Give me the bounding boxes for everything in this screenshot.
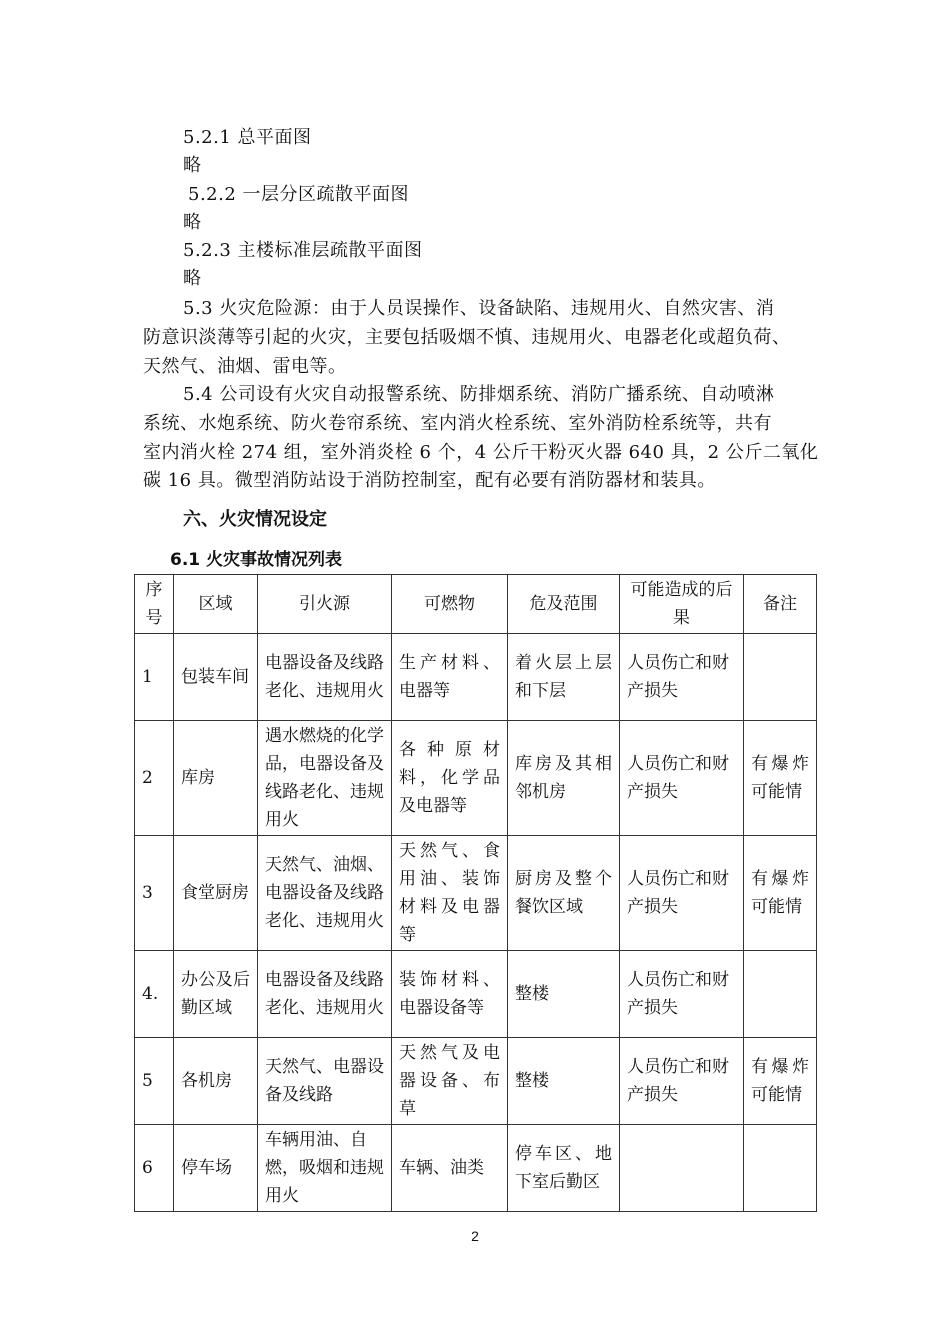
section-5-2-3-body: 略	[183, 268, 202, 289]
table-cell: 包装车间	[174, 634, 258, 721]
section-5-3-line: 5.3 火灾危险源：由于人员误操作、设备缺陷、违规用火、自然灾害、消	[183, 298, 775, 319]
table-cell: 电器设备及线路老化、违规用火	[258, 634, 392, 721]
section-5-2-3-title: 5.2.3 主楼标准层疏散平面图	[183, 240, 423, 261]
table-cell: 遇水燃烧的化学品，电器设备及线路老化、违规用火	[258, 721, 392, 836]
fire-incident-table	[134, 574, 817, 1212]
table-cell: 厨房及整个餐饮区域	[508, 836, 620, 951]
table-cell: 库房	[174, 721, 258, 836]
header-cell: 序号	[135, 575, 174, 634]
header-cell: 可能造成的后果	[620, 575, 744, 634]
table-cell: 1	[135, 634, 174, 721]
section-5-4-line: 室内消火栓 274 组，室外消炎栓 6 个，4 公斤干粉灭火器 640 具，2 公斤二氧化	[143, 442, 819, 463]
section-5-3-line: 天然气、油烟、雷电等。	[143, 356, 347, 377]
table-cell: 天然气及电器设备、布草	[392, 1038, 508, 1125]
table-cell: 5	[135, 1038, 174, 1125]
table-row	[135, 836, 817, 951]
table-cell: 食堂厨房	[174, 836, 258, 951]
section-5-2-2-title: 5.2.2 一层分区疏散平面图	[188, 184, 410, 205]
table-cell: 停车区、地下室后勤区	[508, 1125, 620, 1212]
section-5-4-line: 系统、水炮系统、防火卷帘系统、室内消火栓系统、室外消防栓系统等，共有	[143, 413, 772, 434]
table-row	[135, 634, 817, 721]
table-cell: 库房及其相邻机房	[508, 721, 620, 836]
section-5-2-2-body: 略	[183, 212, 202, 233]
table-cell: 整楼	[508, 951, 620, 1038]
section-6-heading: 六、火灾情况设定	[183, 509, 327, 530]
table-row	[135, 721, 817, 836]
table-cell: 电器设备及线路老化、违规用火	[258, 951, 392, 1038]
table-cell: 车辆、油类	[392, 1125, 508, 1212]
table-cell: 着火层上层和下层	[508, 634, 620, 721]
table-cell: 各种原材料，化学品及电器等	[392, 721, 508, 836]
table-cell	[744, 1125, 817, 1212]
table-cell: 办公及后勤区域	[174, 951, 258, 1038]
table-row	[135, 1038, 817, 1125]
table-cell: 天然气、油烟、电器设备及线路老化、违规用火	[258, 836, 392, 951]
table-cell: 车辆用油、自燃，吸烟和违规用火	[258, 1125, 392, 1212]
header-cell: 区域	[174, 575, 258, 634]
table-header-row	[135, 575, 817, 634]
table-row	[135, 1125, 817, 1212]
table-cell	[744, 634, 817, 721]
section-6-1-heading: 6.1 火灾事故情况列表	[170, 550, 343, 570]
table-cell: 有爆炸可能情	[744, 721, 817, 836]
table-cell: 6	[135, 1125, 174, 1212]
table-cell: 装饰材料、电器设备等	[392, 951, 508, 1038]
section-5-2-1-body: 略	[183, 155, 202, 176]
header-cell: 危及范围	[508, 575, 620, 634]
table-cell: 人员伤亡和财产损失	[620, 1038, 744, 1125]
table-row	[135, 951, 817, 1038]
header-cell: 可燃物	[392, 575, 508, 634]
table-cell: 2	[135, 721, 174, 836]
table-cell: 各机房	[174, 1038, 258, 1125]
table-cell: 生产材料、电器等	[392, 634, 508, 721]
table-cell: 停车场	[174, 1125, 258, 1212]
section-5-3-line: 防意识淡薄等引起的火灾，主要包括吸烟不慎、违规用火、电器老化或超负荷、	[143, 327, 791, 348]
table-cell: 人员伤亡和财产损失	[620, 721, 744, 836]
table-cell: 有爆炸可能情	[744, 836, 817, 951]
section-5-4-line: 碳 16 具。微型消防站设于消防控制室，配有必要有消防器材和装具。	[143, 470, 716, 491]
section-5-4-line: 5.4 公司设有火灾自动报警系统、防排烟系统、消防广播系统、自动喷淋	[183, 384, 775, 405]
table-cell: 4.	[135, 951, 174, 1038]
table-cell: 有爆炸可能情	[744, 1038, 817, 1125]
table-cell	[620, 1125, 744, 1212]
table-cell: 人员伤亡和财产损失	[620, 836, 744, 951]
table-cell	[744, 951, 817, 1038]
page-number: 2	[471, 1228, 479, 1244]
section-5-2-1-title: 5.2.1 总平面图	[183, 127, 312, 148]
table-cell: 整楼	[508, 1038, 620, 1125]
table-cell: 3	[135, 836, 174, 951]
header-cell: 备注	[744, 575, 817, 634]
table-cell: 人员伤亡和财产损失	[620, 634, 744, 721]
table-cell: 天然气、食用油、装饰材料及电器等	[392, 836, 508, 951]
table-cell: 天然气、电器设备及线路	[258, 1038, 392, 1125]
header-cell: 引火源	[258, 575, 392, 634]
table-cell: 人员伤亡和财产损失	[620, 951, 744, 1038]
